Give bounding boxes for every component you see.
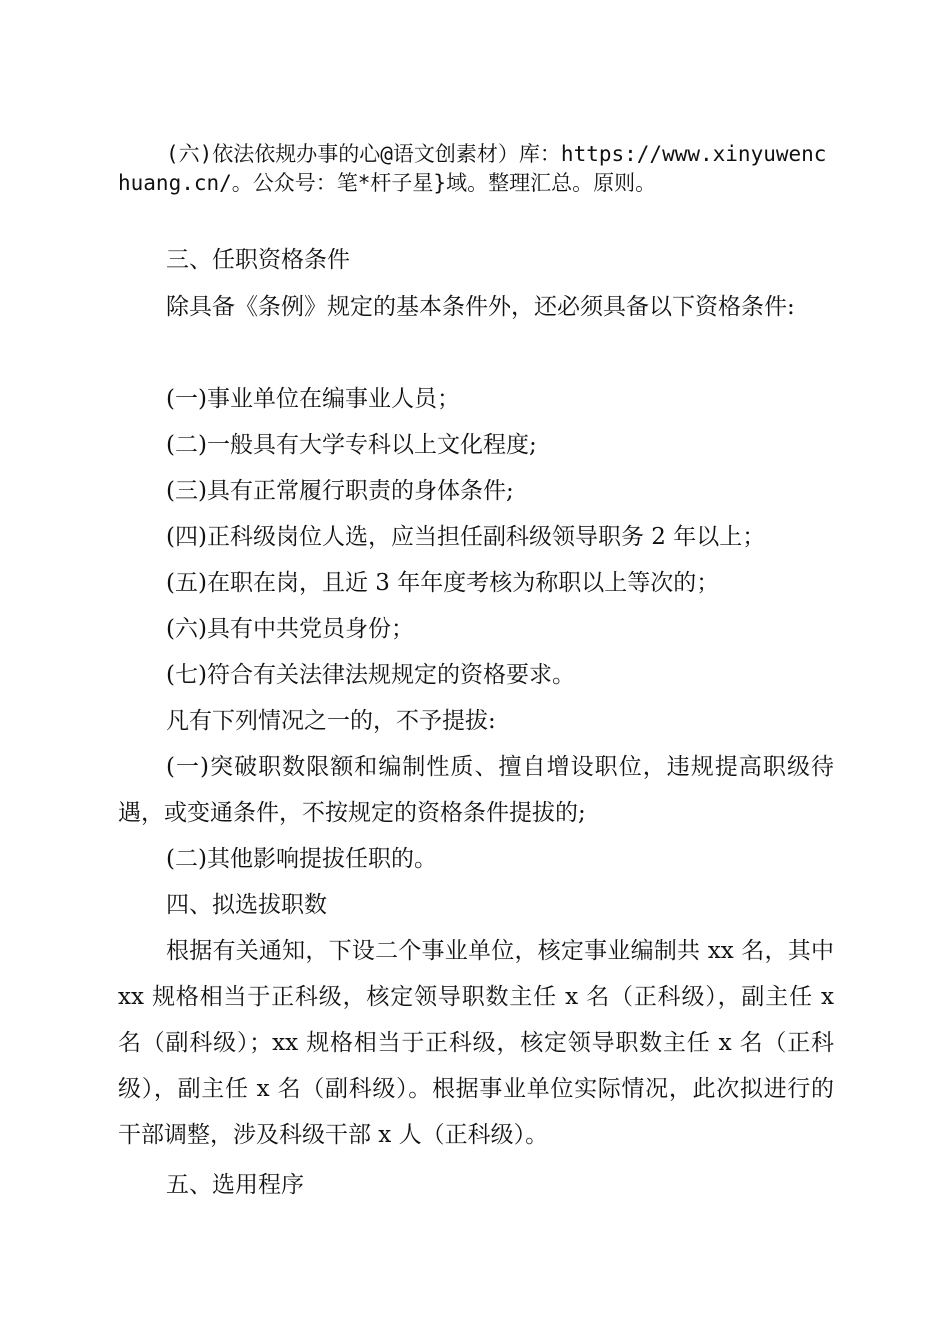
paragraph-exclusions-intro: 凡有下列情况之一的，不予提拔: xyxy=(166,708,496,734)
paragraph-principle-6: (六)依法依规办事的心@语文创素材）库：https://www.xinyuwenchuang.cn/。公众号：笔*杆子星}域。整理汇总。原则。 xyxy=(118,142,827,195)
list-item-qualification-5: (五)在职在岗，且近 3 年年度考核为称职以上等次的； xyxy=(166,570,720,596)
list-item-qualification-7: (七)符合有关法律法规规定的资格要求。 xyxy=(166,662,575,688)
list-item-qualification-3: (三)具有正常履行职责的身体条件; xyxy=(166,478,514,504)
list-item-exclusion-2: (二)其他影响提拔任职的。 xyxy=(166,846,437,872)
list-item-qualification-2: (二)一般具有大学专科以上文化程度; xyxy=(166,432,537,458)
list-item-qualification-4: (四)正科级岗位人选，应当担任副科级领导职务 2 年以上； xyxy=(166,524,766,550)
list-item-qualification-6: (六)具有中共党员身份； xyxy=(166,616,414,642)
list-item-exclusion-1: (一)突破职数限额和编制性质、擅自增设职位，违规提高职级待遇，或变通条件，不按规定的资格条件提拔的; xyxy=(118,754,834,826)
paragraph-positions: 根据有关通知，下设二个事业单位，核定事业编制共 xx 名，其中 xx 规格相当于正科级，核定领导职数主任 x 名（正科级），副主任 x 名（副科级）；xx 规格相当于正科级，核定领导职数主任 x 名（正科级），副主任 x 名（副科级）。根据事业单位实际情况，此次拟进行的干部调整，涉及科级干部 x 人（正科级）。 xyxy=(118,938,834,1148)
list-item-qualification-1: (一)事业单位在编事业人员； xyxy=(166,386,460,412)
paragraph-qualifications-intro: 除具备《条例》规定的基本条件外，还必须具备以下资格条件: xyxy=(166,294,795,320)
heading-procedure: 五、选用程序 xyxy=(166,1172,304,1198)
heading-qualifications: 三、任职资格条件 xyxy=(166,247,350,273)
heading-positions: 四、拟选拔职数 xyxy=(166,892,327,918)
